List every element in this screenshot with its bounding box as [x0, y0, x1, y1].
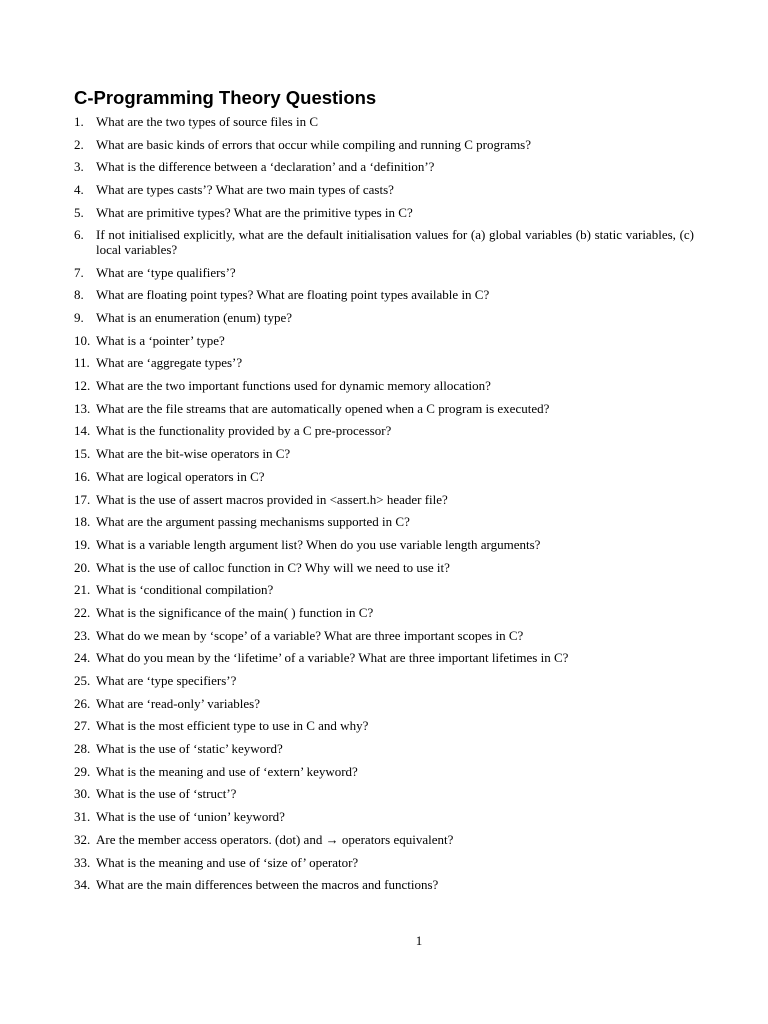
question-text: What are the argument passing mechanisms supported in C?: [96, 514, 410, 530]
question-item: [74, 311, 694, 326]
question-item: [74, 424, 694, 439]
question-number: 5.: [74, 204, 84, 220]
question-text: What are types casts’? What are two main types of casts?: [96, 182, 394, 198]
question-text: What is the significance of the main( ) function in C?: [96, 604, 374, 620]
question-text: What is the meaning and use of ‘size of’ operator?: [96, 854, 359, 870]
question-item: [74, 356, 694, 371]
question-number: 17.: [74, 491, 91, 507]
question-text: What is an enumeration (enum) type?: [96, 310, 293, 325]
question-text: What are basic kinds of errors that occur while compiling and running C programs?: [96, 136, 532, 152]
question-text: What are the two important functions used for dynamic memory allocation?: [96, 378, 491, 394]
question-number: 26.: [74, 695, 91, 711]
question-list: [74, 115, 694, 901]
question-text: What is the most efficient type to use in C and why?: [96, 718, 369, 734]
question-number: 21.: [74, 582, 91, 598]
question-item: [74, 629, 694, 644]
question-number: 27.: [74, 718, 91, 734]
question-text: What is the functionality provided by a C pre-processor?: [96, 423, 392, 439]
question-number: 31.: [74, 809, 91, 825]
question-item: [74, 447, 694, 462]
question-item: [74, 583, 694, 598]
question-item: [74, 138, 694, 153]
question-item: [74, 719, 694, 734]
question-number: 1.: [74, 114, 84, 129]
question-number: 28.: [74, 741, 91, 757]
question-number: 7.: [74, 264, 84, 280]
question-number: 6.: [74, 227, 84, 243]
question-text: What are floating point types? What are floating point types available in C?: [96, 287, 490, 303]
question-item: [74, 515, 694, 530]
question-number: 13.: [74, 400, 91, 416]
question-item: [74, 742, 694, 757]
question-number: 15.: [74, 446, 91, 462]
question-item: [74, 266, 694, 281]
question-number: 14.: [74, 423, 91, 439]
question-item: [74, 288, 694, 303]
question-number: 11.: [74, 355, 90, 371]
question-number: 10.: [74, 332, 91, 348]
question-item: [74, 674, 694, 689]
question-text: What is a ‘pointer’ type?: [96, 332, 225, 348]
question-number: 16.: [74, 468, 91, 484]
question-number: 29.: [74, 763, 91, 779]
question-text: What are ‘type specifiers’?: [96, 673, 237, 688]
question-text: What are the main differences between the macros and functions?: [96, 877, 439, 893]
question-number: 19.: [74, 536, 91, 552]
question-text: Are the member access operators. (dot) and → operators equivalent?: [96, 831, 454, 847]
question-text: What is the meaning and use of ‘extern’ keyword?: [96, 763, 358, 779]
question-text: What are primitive types? What are the primitive types in C?: [96, 204, 413, 220]
question-item: [74, 115, 694, 130]
question-number: 22.: [74, 604, 91, 620]
question-item: [74, 856, 694, 871]
question-number: 8.: [74, 287, 84, 303]
page-number: 1: [415, 933, 423, 948]
question-item: [74, 379, 694, 394]
question-item: [74, 538, 694, 553]
question-number: 33.: [74, 854, 91, 870]
question-text: What is the use of ‘static’ keyword?: [96, 741, 283, 757]
question-number: 20.: [74, 559, 91, 575]
question-text: What is a variable length argument list? When do you use variable length arguments?: [96, 536, 541, 552]
question-text: What is the use of ‘union’ keyword?: [96, 809, 285, 825]
question-item: [74, 334, 694, 349]
question-item: [74, 561, 694, 576]
question-item: [74, 228, 694, 257]
question-item: [74, 787, 694, 802]
question-item: [74, 470, 694, 485]
question-text: What is the use of calloc function in C? Why will we need to use it?: [96, 559, 450, 575]
question-item: [74, 810, 694, 825]
question-text: What are the two types of source files in C: [96, 114, 319, 129]
question-text: What is the difference between a ‘declaration’ and a ‘definition’?: [96, 159, 435, 175]
question-text: What are the file streams that are automatically opened when a C program is executed?: [96, 400, 550, 416]
question-item: [74, 878, 694, 893]
question-number: 30.: [74, 786, 91, 802]
question-text: What do you mean by the ‘lifetime’ of a variable? What are three important lifetimes in C?: [96, 650, 569, 666]
question-number: 9.: [74, 310, 84, 325]
question-number: 25.: [74, 673, 91, 688]
question-text: What are the bit-wise operators in C?: [96, 446, 291, 462]
question-item: [74, 697, 694, 712]
question-text: What is the use of ‘struct’?: [96, 786, 237, 802]
question-text: What is the use of assert macros provided in <assert.h> header file?: [96, 491, 448, 507]
question-number: 12.: [74, 378, 91, 394]
question-text: What do we mean by ‘scope’ of a variable? What are three important scopes in C?: [96, 627, 524, 643]
question-item: [74, 160, 694, 175]
question-number: 24.: [74, 650, 91, 666]
question-text: What are ‘read-only’ variables?: [96, 695, 260, 711]
question-number: 2.: [74, 136, 84, 152]
question-number: 18.: [74, 514, 91, 530]
question-number: 23.: [74, 627, 91, 643]
question-item: [74, 493, 694, 508]
question-text: What are logical operators in C?: [96, 468, 265, 484]
question-number: 32.: [74, 831, 91, 847]
question-item: [74, 651, 694, 666]
question-item: [74, 833, 694, 848]
question-text: If not initialised explicitly, what are the default initialisation values for (a) global variables (b) static variables, (c) local variables?: [96, 227, 694, 257]
question-item: [74, 206, 694, 221]
page-title: C-Programming Theory Questions: [74, 87, 377, 108]
question-item: [74, 606, 694, 621]
question-text: What is ‘conditional compilation?: [96, 582, 274, 598]
question-text: What are ‘type qualifiers’?: [96, 264, 236, 280]
question-item: [74, 765, 694, 780]
question-number: 34.: [74, 877, 91, 893]
question-text: What are ‘aggregate types’?: [96, 355, 243, 371]
question-item: [74, 183, 694, 198]
question-number: 4.: [74, 182, 84, 198]
question-item: [74, 402, 694, 417]
question-number: 3.: [74, 159, 84, 175]
